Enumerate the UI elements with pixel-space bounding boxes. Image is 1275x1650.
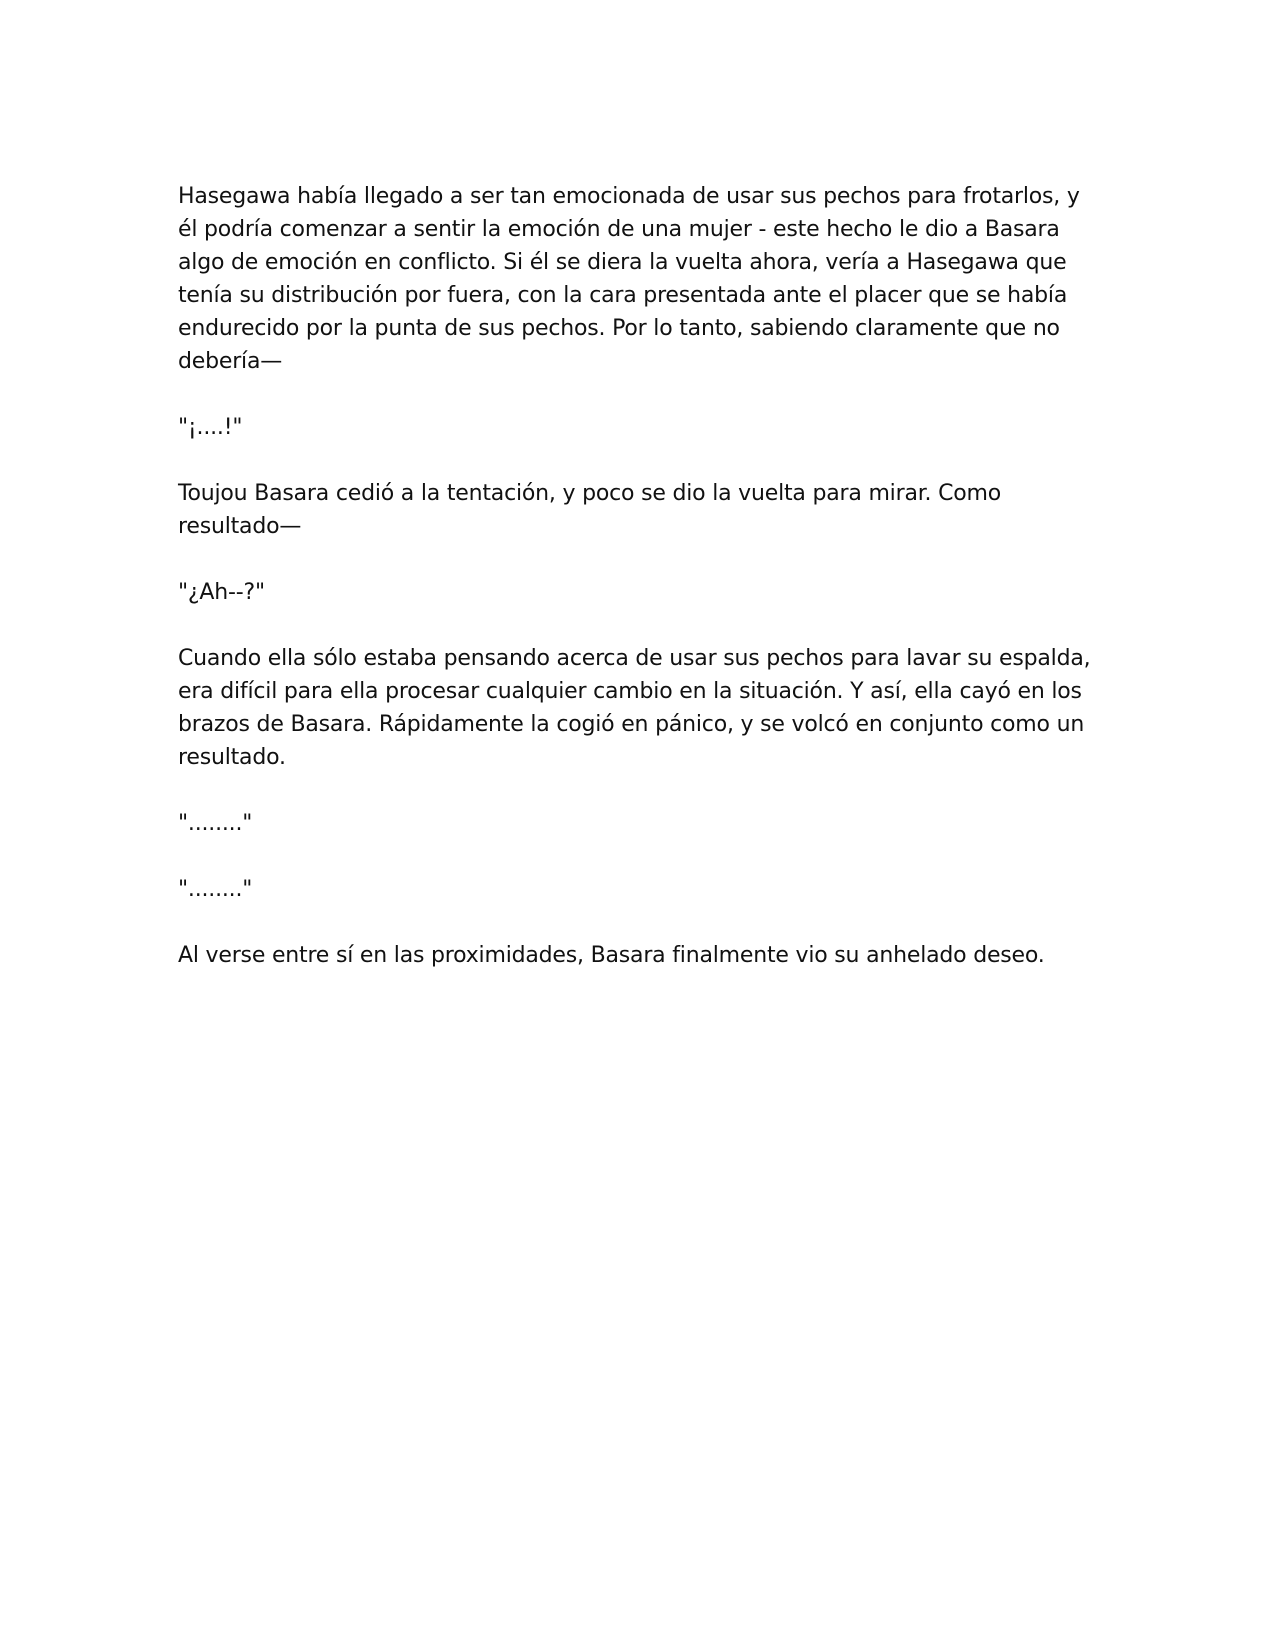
paragraph-7: "........"	[178, 877, 253, 902]
paragraph-1: Hasegawa había llegado a ser tan emocionada de usar sus pechos para frotarlos, y él podría comenzar a sentir la emoción de una mujer - este hecho le dio a Basara algo de emoción en conflicto. Si él se diera la vuelta ahora, vería a Hasegawa que tenía su distribución por fuera, con la cara presentada ante el placer que se había endurecido por la punta de sus pechos. Por lo tanto, sabiendo claramente que no debería—	[178, 184, 1080, 374]
paragraph-4: "¿Ah--?"	[178, 580, 265, 605]
document-page	[178, 180, 1098, 1005]
paragraph-8: Al verse entre sí en las proximidades, Basara finalmente vio su anhelado deseo.	[178, 943, 1045, 968]
paragraph-3: Toujou Basara cedió a la tentación, y poco se dio la vuelta para mirar. Como resultado—	[178, 481, 1002, 539]
paragraph-5: Cuando ella sólo estaba pensando acerca de usar sus pechos para lavar su espalda, era difícil para ella procesar cualquier cambio en la situación. Y así, ella cayó en los brazos de Basara. Rápidamente la cogió en pánico, y se volcó en conjunto como un resultado.	[178, 646, 1091, 770]
paragraph-6: "........"	[178, 811, 253, 836]
paragraph-2: "¡....!"	[178, 415, 243, 440]
